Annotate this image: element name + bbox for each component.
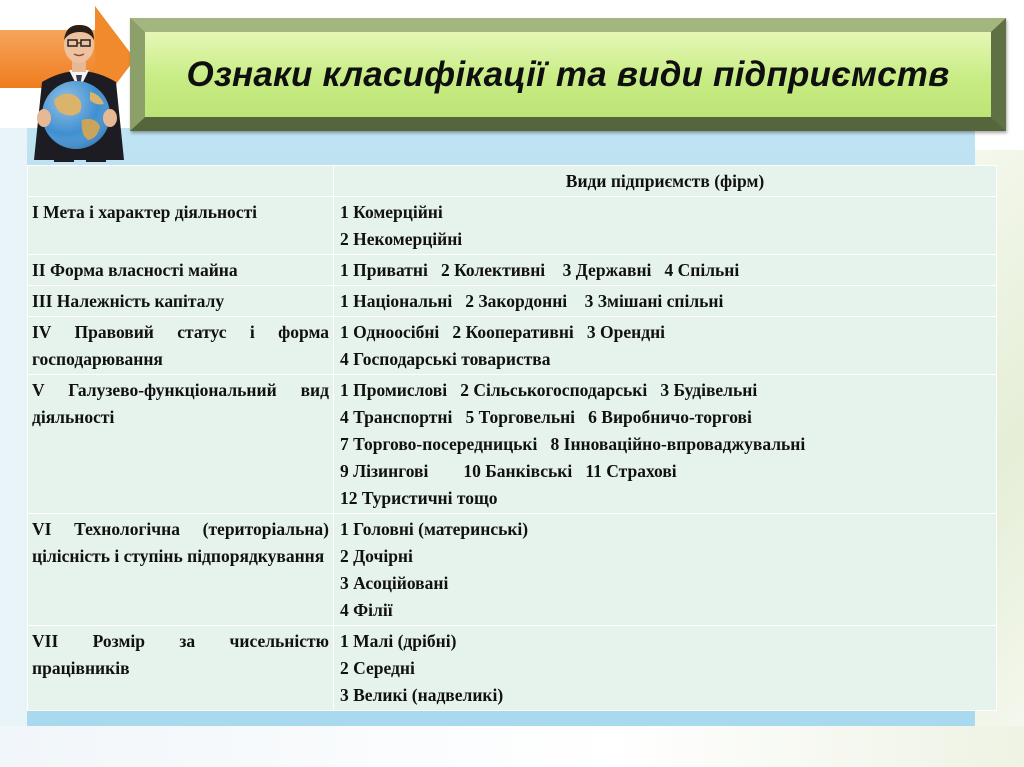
criterion-cell: ІІ Форма власності майна (28, 255, 334, 286)
type-line: 3 Асоційовані (340, 573, 449, 593)
title-banner-inner (145, 32, 991, 117)
type-line: 4 Філії (340, 600, 393, 620)
type-line: 1 Промислові 2 Сільськогосподарські 3 Будівельні (340, 380, 758, 400)
type-line: 1 Комерційні (340, 202, 443, 222)
type-line: 2 Дочірні (340, 546, 413, 566)
type-line: 3 Великі (надвеликі) (340, 685, 504, 705)
table-row (28, 514, 997, 626)
table-row (28, 375, 997, 514)
classification-table (27, 165, 997, 711)
type-line: 1 Малі (дрібні) (340, 631, 457, 651)
type-line: 1 Головні (материнські) (340, 519, 529, 539)
criterion-cell: ІІІ Належність капіталу (28, 286, 334, 317)
type-line: 1 Національні 2 Закордонні 3 Змішані спільні (340, 291, 724, 311)
table-header-row (28, 166, 997, 197)
type-line: 9 Лізингові 10 Банківські 11 Страхові (340, 461, 677, 481)
left-background-strip (0, 128, 27, 726)
type-line: 4 Транспортні 5 Торговельні 6 Виробничо-торгові (340, 407, 752, 427)
title-banner (130, 18, 1006, 131)
types-cell (334, 255, 997, 286)
criterion-cell: IV Правовий статус і форма господарювання (28, 317, 334, 375)
table-row (28, 317, 997, 375)
bottom-background-strip (0, 726, 1024, 767)
classification-table-container (27, 165, 997, 711)
criterion-cell: І Мета і характер діяльності (28, 197, 334, 255)
type-line: 1 Одноосібні 2 Кооперативні 3 Орендні (340, 322, 666, 342)
criterion-cell: VII Розмір за чисельністю працівників (28, 626, 334, 711)
page-title: Ознаки класифікації та види підприємств (186, 54, 950, 94)
type-line: 12 Туристичні тощо (340, 488, 498, 508)
types-cell (334, 286, 997, 317)
types-cell (334, 317, 997, 375)
type-line: 2 Середні (340, 658, 415, 678)
types-cell (334, 626, 997, 711)
type-line: 7 Торгово-посередницькі 8 Інноваційно-впроваджувальні (340, 434, 806, 454)
types-cell (334, 514, 997, 626)
table-row (28, 197, 997, 255)
criterion-cell: V Галузево-функціональний вид діяльності (28, 375, 334, 514)
type-line: 4 Господарські товариства (340, 349, 551, 369)
table-row (28, 255, 997, 286)
type-line: 1 Приватні 2 Колективні 3 Державні 4 Спільні (340, 260, 740, 280)
table-row (28, 286, 997, 317)
types-cell (334, 197, 997, 255)
businessman-globe-illustration (24, 20, 134, 165)
header-types: Види підприємств (фірм) (334, 166, 997, 197)
table-row (28, 626, 997, 711)
header-criterion (28, 166, 334, 197)
type-line: 2 Некомерційні (340, 229, 463, 249)
types-cell (334, 375, 997, 514)
criterion-cell: VI Технологічна (територіальна) цілісність і ступінь підпорядкування (28, 514, 334, 626)
